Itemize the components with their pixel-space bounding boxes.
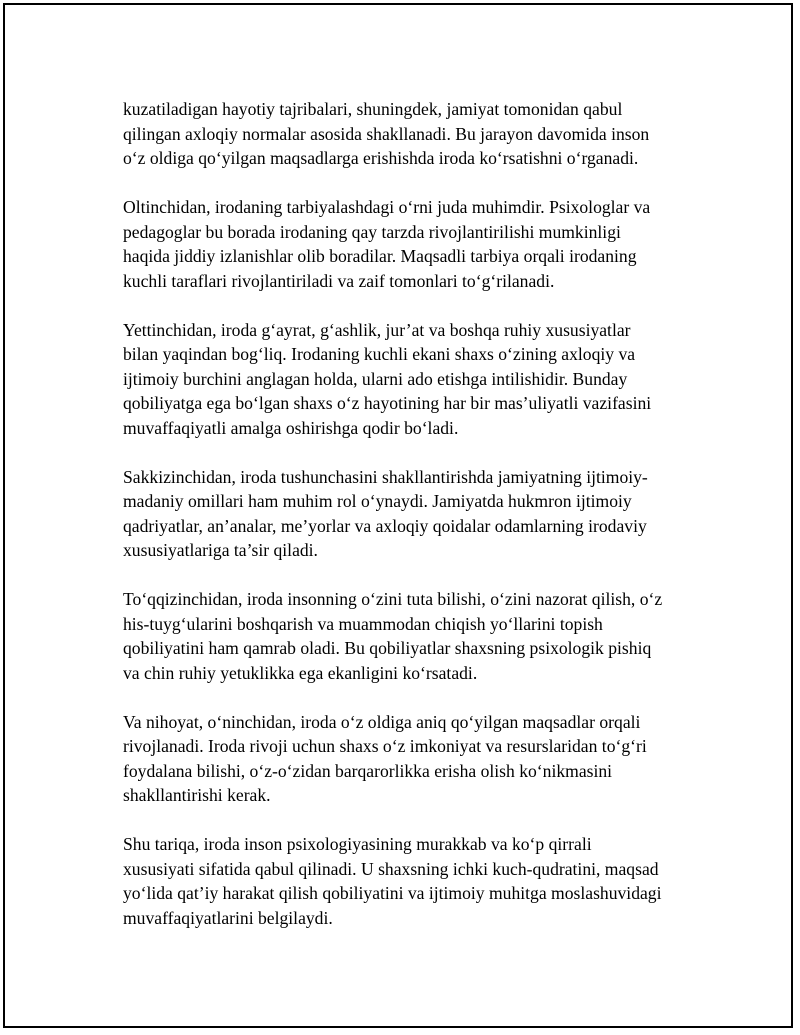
text-line: shakllantirishi kerak. [123,785,271,805]
text-line: xususiyati sifatida qabul qilinadi. U shaxsning ichki kuch-qudratini, maqsad [123,858,659,879]
text-line: muvaffaqiyatlarini belgilaydi. [123,907,333,928]
text-line: kuzatiladigan hayotiy tajribalari, shuningdek, jamiyat tomonidan qabul [123,99,623,119]
text-line: yo‘lida qat’iy harakat qilish qobiliyatini va ijtimoiy muhitga moslashuvidagi [123,883,662,903]
text-line: his-tuyg‘ularini boshqarish va muammodan chiqish yo‘llarini topish [123,613,603,634]
text-line: kuchli taraflari rivojlantiriladi va zaif tomonlari to‘g‘rilanadi. [123,270,555,291]
text-line: qadriyatlar, an’analar, me’yorlar va axloqiy qoidalar odamlarning irodaviy [123,515,647,536]
document-body [123,97,703,955]
text-line: xususiyatlariga ta’sir qiladi. [123,540,318,560]
paragraph-2 [123,195,703,293]
paragraph-5 [123,587,703,685]
text-line: qilingan axloqiy normalar asosida shakllanadi. Bu jarayon davomida inson [123,123,650,144]
paragraph-4 [123,465,703,563]
text-line: Va nihoyat, o‘ninchidan, iroda o‘z oldiga aniq qo‘yilgan maqsadlar orqali [123,711,641,732]
paragraph-1 [123,97,703,171]
text-line: qobiliyatini ham qamrab oladi. Bu qobiliyatlar shaxsning psixologik pishiq [123,638,652,658]
paragraph-3 [123,318,703,441]
text-line: bilan yaqindan bog‘liq. Irodaning kuchli ekani shaxs o‘zining axloqiy va [123,344,636,364]
text-line: foydalana bilishi, o‘z-o‘zidan barqarorlikka erisha olish ko‘nikmasini [123,760,613,781]
text-line: Shu tariqa, iroda inson psixologiyasining murakkab va ko‘p qirrali [123,834,592,854]
text-line: pedagoglar bu borada irodaning qay tarzda rivojlantirilishi mumkinligi [123,221,621,242]
text-line: rivojlanadi. Iroda rivoji uchun shaxs o‘z imkoniyat va resurslaridan to‘g‘ri [123,736,647,756]
text-line: Oltinchidan, irodaning tarbiyalashdagi o‘rni juda muhimdir. Psixologlar va [123,197,651,217]
document-page [3,3,793,1028]
text-line: muvaffaqiyatli amalga oshirishga qodir bo‘ladi. [123,417,459,438]
text-line: To‘qqizinchidan, iroda insonning o‘zini tuta bilishi, o‘zini nazorat qilish, o‘z [123,589,663,609]
text-line: ijtimoiy burchini anglagan holda, ularni ado etishga intilishidir. Bunday [123,368,628,389]
text-line: va chin ruhiy yetuklikka ega ekanligini ko‘rsatadi. [123,662,478,683]
text-line: Sakkizinchidan, iroda tushunchasini shakllantirishda jamiyatning ijtimoiy- [123,466,648,487]
text-line: o‘z oldiga qo‘yilgan maqsadlarga erishishda iroda ko‘rsatishni o‘rganadi. [123,148,639,168]
paragraph-6 [123,710,703,808]
text-line: Yettinchidan, iroda g‘ayrat, g‘ashlik, jur’at va boshqa ruhiy xususiyatlar [123,319,631,340]
paragraph-7 [123,832,703,930]
text-line: haqida jiddiy izlanishlar olib boradilar. Maqsadli tarbiya orqali irodaning [123,246,637,266]
text-line: madaniy omillari ham muhim rol o‘ynaydi. Jamiyatda hukmron ijtimoiy [123,491,632,511]
text-line: qobiliyatga ega bo‘lgan shaxs o‘z hayotining har bir mas’uliyatli vazifasini [123,393,652,413]
